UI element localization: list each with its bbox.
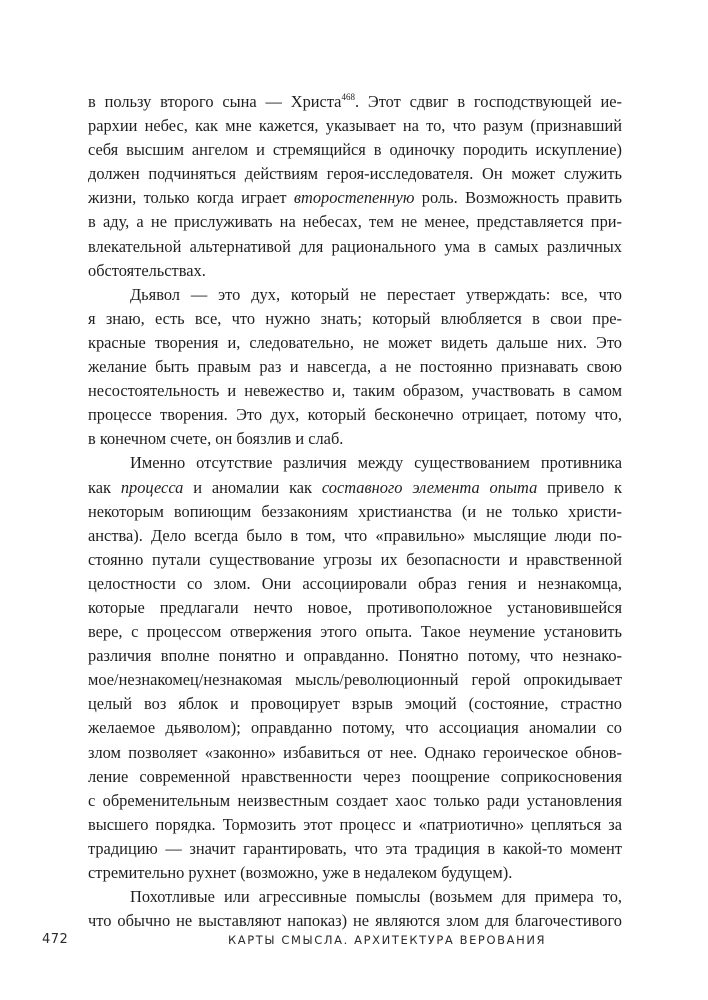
text-line: целый воз яблок и провоцирует взрыв эмоций (состояние, страстно <box>88 694 622 714</box>
text-line: желаемое дьяволом); оправданно потому, что ассоциация аномалии со <box>88 718 622 738</box>
text-line: желание быть правым раз и навсегда, а не постоянно признавать свою <box>88 357 622 377</box>
page-number: 472 <box>42 932 69 947</box>
text-line: с обременительным неизвестным создает хаос только ради установления <box>88 790 622 810</box>
text-line: мое/незнакомец/незнакомая мысль/революционный герой опрокидывает <box>88 670 622 690</box>
page-footer <box>42 932 666 952</box>
text-line: должен подчиняться действиям героя-исследователя. Он может служить <box>88 164 622 184</box>
text-line: высшего порядка. Тормозить этот процесс и «патриотично» цепляться за <box>88 814 622 834</box>
text-line: процессе творения. Это дух, который бесконечно отрицает, потому что, <box>88 405 622 425</box>
text-line: вере, с процессом отвержения этого опыта. Такое неумение установить <box>88 622 622 642</box>
text-line: в пользу второго сына — Христа$^{468}$. Этот сдвиг в господствующей ие- <box>88 92 622 111</box>
text-line: злом позволяет «законно» избавиться от нее. Однако героическое обнов- <box>88 742 622 762</box>
text-line: как процесса и аномалии как составного элемента опыта привело к <box>88 477 622 497</box>
text-line: различия вполне понятно и оправданно. Понятно потому, что незнако- <box>88 646 622 666</box>
text-line: целостности со злом. Они ассоциировали образ гения и незнакомца, <box>88 573 622 593</box>
paragraph-3 <box>88 451 622 885</box>
text-line: красные творения и, следовательно, не может видеть дальше них. Это <box>88 332 622 352</box>
text-line: которые предлагали нечто новое, противоположное установившейся <box>88 597 622 617</box>
text-line: Именно отсутствие различия между существованием противника <box>130 453 622 473</box>
body-text <box>88 90 622 933</box>
text-line: ление современной нравственности через поощрение соприкосновения <box>88 766 622 786</box>
text-line: стремительно рухнет (возможно, уже в недалеком будущем). <box>88 863 513 882</box>
running-title: КАРТЫ СМЫСЛА. АРХИТЕКТУРА ВЕРОВАНИЯ <box>228 933 547 947</box>
paragraph-4 <box>88 885 622 933</box>
text-line: обстоятельствах. <box>88 260 206 280</box>
text-line: Дьявол — это дух, который не перестает утверждать: все, что <box>130 284 622 304</box>
paragraph-1 <box>88 90 622 283</box>
text-line: я знаю, есть все, что нужно знать; который влюбляется в свои пре- <box>88 308 622 328</box>
text-line: что обычно не выставляют напоказ) не являются злом для благочестивого <box>88 911 622 931</box>
text-line: в конечном счете, он боязлив и слаб. <box>88 429 344 449</box>
text-line: несостоятельность и невежество и, таким образом, участвовать в самом <box>88 381 622 401</box>
text-line: жизни, только когда играет второстепенную роль. Возможность править <box>88 188 622 208</box>
text-line: в аду, а не прислуживать на небесах, тем не менее, представляется при- <box>88 212 622 232</box>
text-line: себя высшим ангелом и стремящийся в одиночку породить искупление) <box>88 140 622 160</box>
paragraph-2 <box>88 283 622 452</box>
text-line: влекательной альтернативой для рационального ума в самых различных <box>88 236 622 256</box>
text-line: Похотливые или агрессивные помыслы (возьмем для примера то, <box>130 887 622 907</box>
text-line: рархии небес, как мне кажется, указывает на то, что разум (признавший <box>88 116 622 136</box>
text-line: традицию — значит гарантировать, что эта традиция в какой-то момент <box>88 838 622 858</box>
text-line: некоторым вопиющим беззакониям христианства (и не только христи- <box>88 501 622 521</box>
text-line: анства). Дело всегда было в том, что «правильно» мыслящие люди по- <box>88 525 622 545</box>
text-line: стоянно путали существование угрозы их безопасности и нравственной <box>88 549 622 569</box>
